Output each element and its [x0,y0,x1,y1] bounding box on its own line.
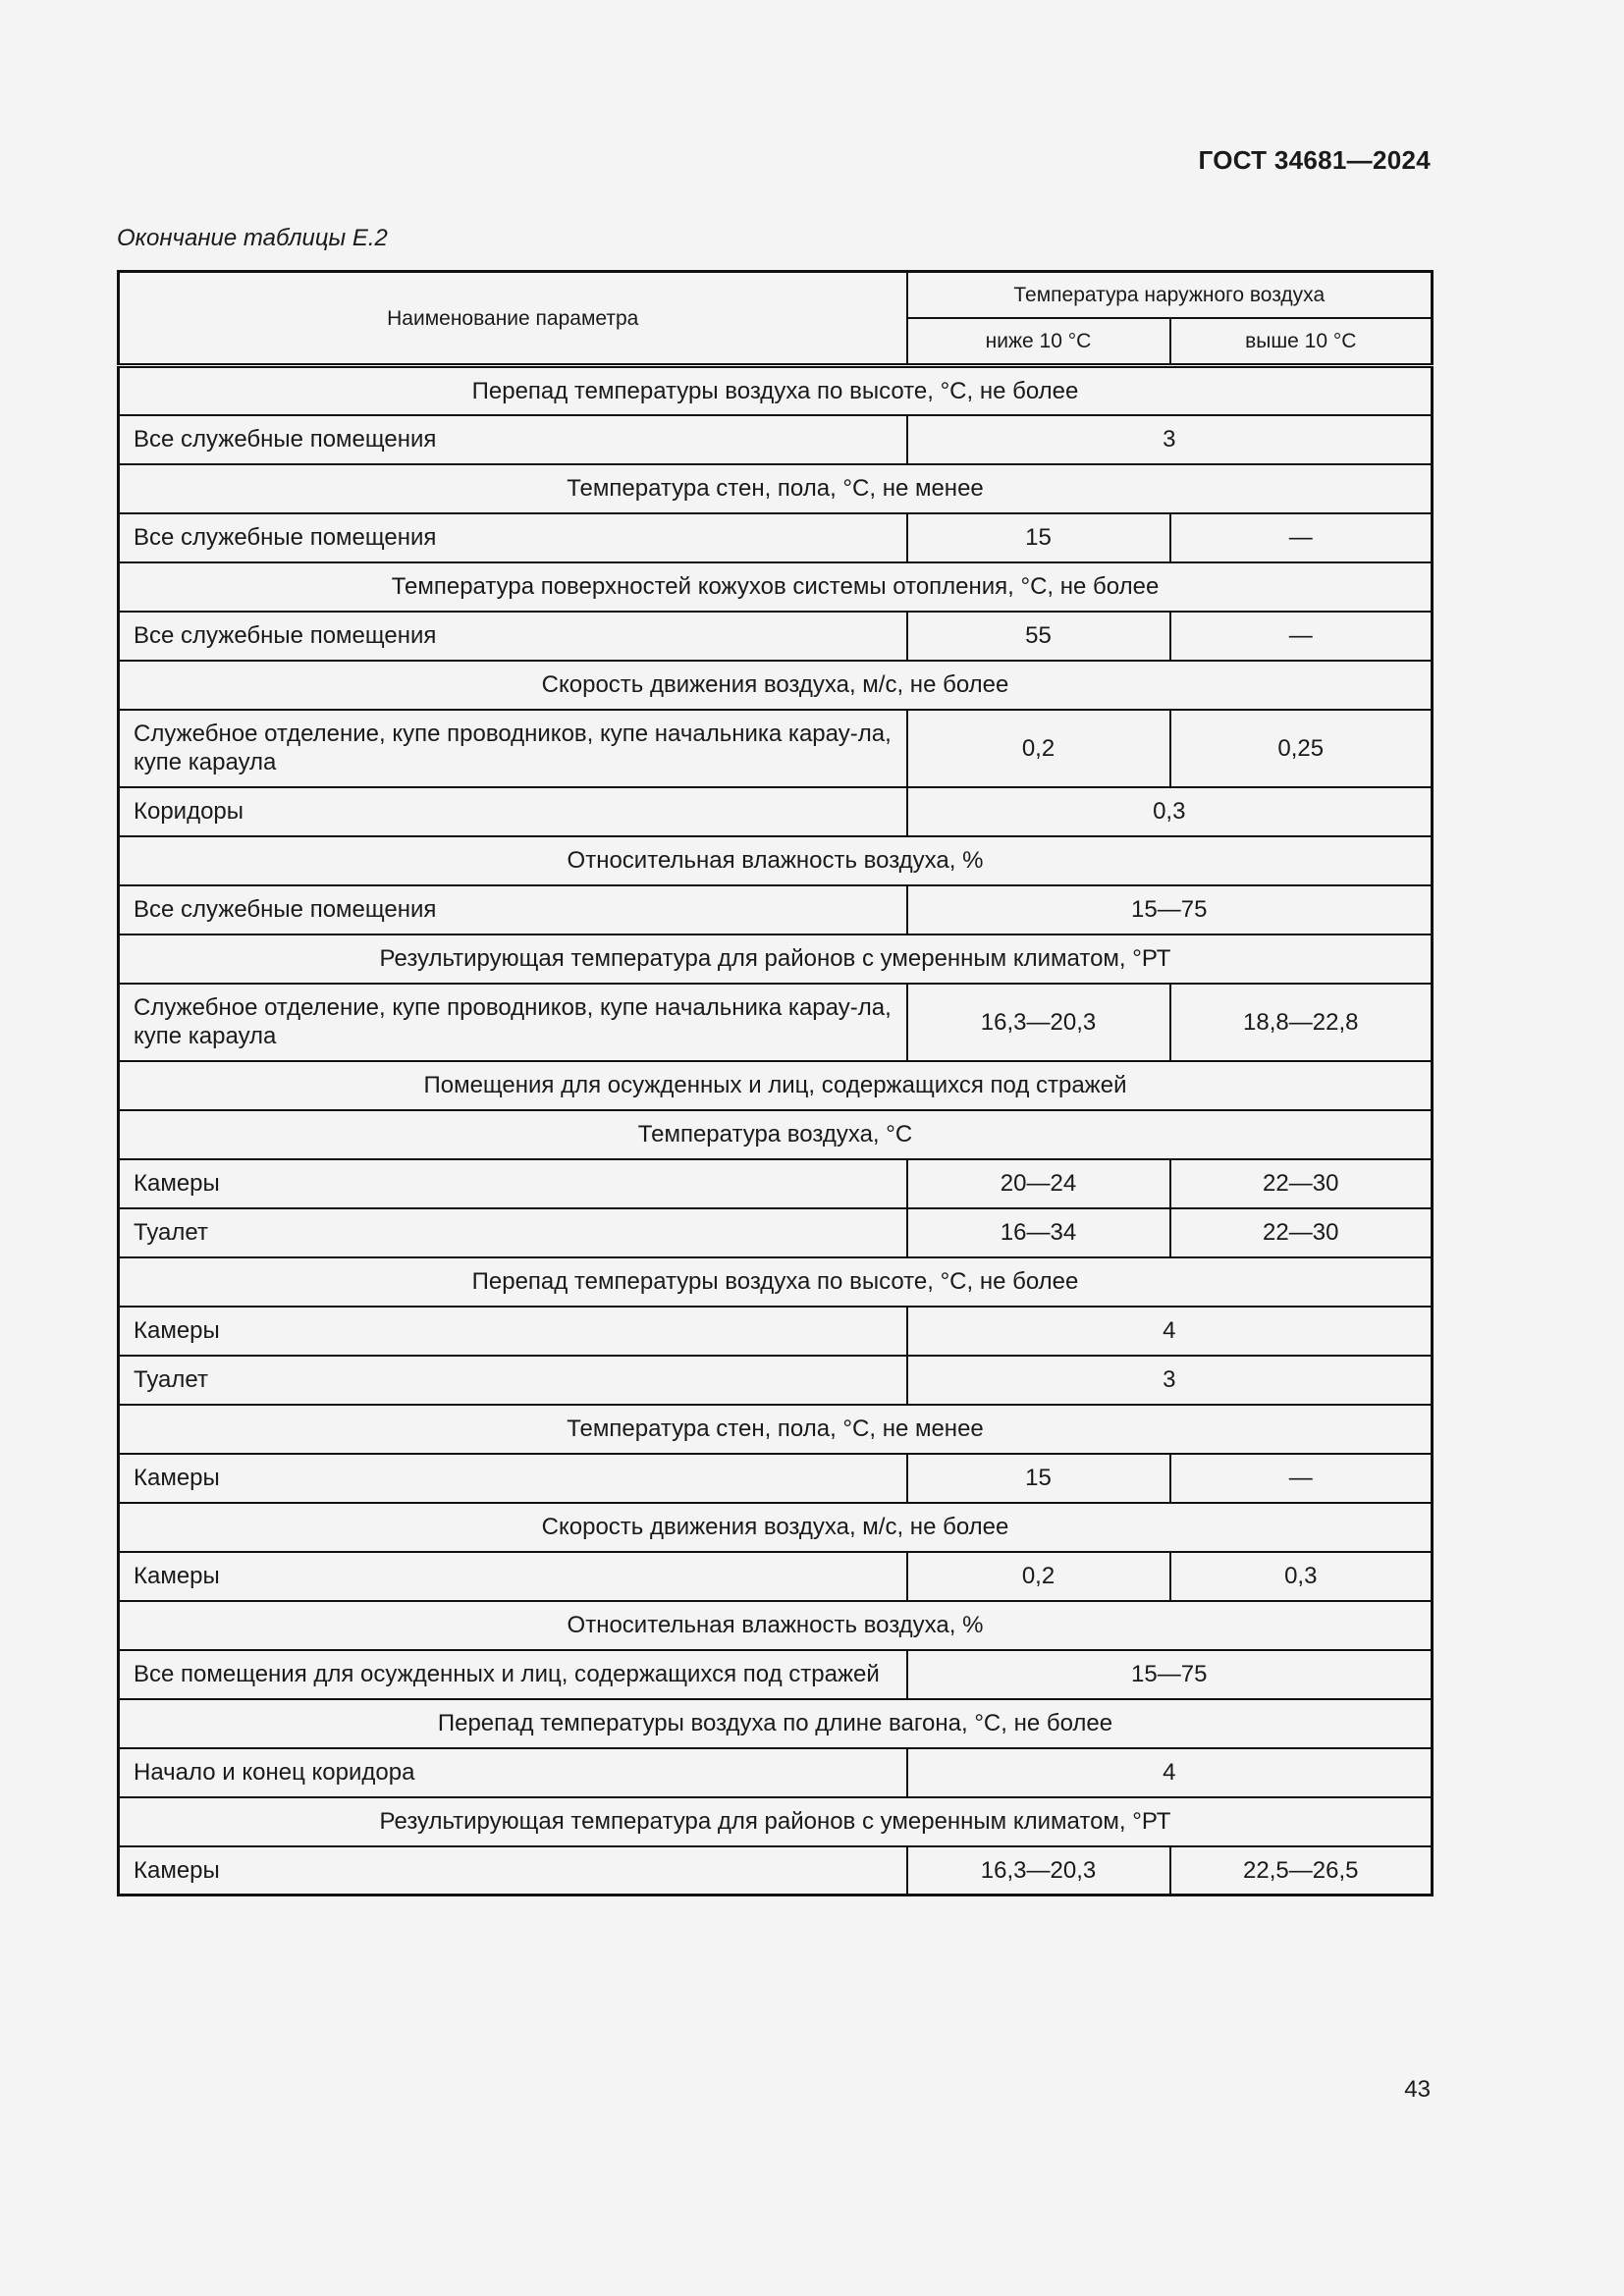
parameter-name: Камеры [119,1159,907,1208]
section-heading: Перепад температуры воздуха по высоте, °С, не более [119,1257,1433,1307]
table-row [119,513,1433,562]
parameter-name: Служебное отделение, купе проводников, купе начальника карау-ла, купе караула [119,710,907,787]
section-heading: Температура воздуха, °С [119,1110,1433,1159]
parameters-table [117,270,1434,1896]
value-below-10: 16,3—20,3 [907,984,1170,1061]
section-heading: Температура стен, пола, °С, не менее [119,464,1433,513]
table-row [119,1650,1433,1699]
section-heading: Относительная влажность воздуха, % [119,1601,1433,1650]
section-heading: Результирующая температура для районов с умеренным климатом, °РТ [119,934,1433,984]
section-row [119,1405,1433,1454]
section-row [119,934,1433,984]
value-below-10: 15 [907,513,1170,562]
value-below-10: 55 [907,612,1170,661]
parameter-name: Туалет [119,1208,907,1257]
value-below-10: 15 [907,1454,1170,1503]
value-all-temperatures: 0,3 [907,787,1433,836]
table-row [119,1454,1433,1503]
table-row [119,1748,1433,1797]
parameter-name: Все помещения для осужденных и лиц, содержащихся под стражей [119,1650,907,1699]
value-below-10: 0,2 [907,1552,1170,1601]
table-row [119,885,1433,934]
value-all-temperatures: 15—75 [907,885,1433,934]
parameter-name: Камеры [119,1307,907,1356]
table-row [119,1208,1433,1257]
table-row [119,984,1433,1061]
value-above-10: 0,3 [1170,1552,1433,1601]
page-number: 43 [1404,2076,1431,2103]
section-heading: Перепад температуры воздуха по высоте, °С, не более [119,366,1433,415]
table-body [119,366,1433,1896]
header-below-10: ниже 10 °С [907,318,1170,366]
section-heading: Результирующая температура для районов с умеренным климатом, °РТ [119,1797,1433,1846]
parameter-name: Камеры [119,1454,907,1503]
table-header [119,272,1433,366]
header-outdoor-temperature: Температура наружного воздуха [907,272,1433,319]
section-heading: Помещения для осужденных и лиц, содержащихся под стражей [119,1061,1433,1110]
value-above-10: 0,25 [1170,710,1433,787]
section-row [119,1110,1433,1159]
table-row [119,1356,1433,1405]
section-heading: Температура стен, пола, °С, не менее [119,1405,1433,1454]
section-heading: Скорость движения воздуха, м/с, не более [119,1503,1433,1552]
table-row [119,612,1433,661]
section-row [119,562,1433,612]
header-parameter-name: Наименование параметра [119,272,907,366]
section-heading: Скорость движения воздуха, м/с, не более [119,661,1433,710]
value-below-10: 16,3—20,3 [907,1846,1170,1896]
table-row [119,787,1433,836]
section-heading: Температура поверхностей кожухов системы отопления, °С, не более [119,562,1433,612]
value-above-10: 22—30 [1170,1159,1433,1208]
table-row [119,1307,1433,1356]
parameter-name: Камеры [119,1552,907,1601]
value-above-10: — [1170,612,1433,661]
section-row [119,464,1433,513]
section-row [119,1503,1433,1552]
section-row [119,661,1433,710]
parameter-name: Служебное отделение, купе проводников, купе начальника карау-ла, купе караула [119,984,907,1061]
table-row [119,1552,1433,1601]
section-row [119,366,1433,415]
value-all-temperatures: 4 [907,1748,1433,1797]
parameter-name: Начало и конец коридора [119,1748,907,1797]
parameter-name: Коридоры [119,787,907,836]
value-above-10: — [1170,513,1433,562]
value-above-10: — [1170,1454,1433,1503]
header-above-10: выше 10 °С [1170,318,1433,366]
section-row [119,1699,1433,1748]
table-row [119,1846,1433,1896]
value-all-temperatures: 15—75 [907,1650,1433,1699]
document-number: ГОСТ 34681—2024 [1198,145,1431,175]
table-row [119,1159,1433,1208]
value-below-10: 0,2 [907,710,1170,787]
parameter-name: Камеры [119,1846,907,1896]
section-row [119,1257,1433,1307]
parameter-name: Все служебные помещения [119,612,907,661]
parameter-name: Туалет [119,1356,907,1405]
section-row [119,1601,1433,1650]
parameter-name: Все служебные помещения [119,885,907,934]
section-heading: Относительная влажность воздуха, % [119,836,1433,885]
table-caption: Окончание таблицы Е.2 [117,225,388,251]
value-all-temperatures: 3 [907,415,1433,464]
value-all-temperatures: 3 [907,1356,1433,1405]
section-row [119,836,1433,885]
table-row [119,415,1433,464]
parameter-name: Все служебные помещения [119,513,907,562]
value-above-10: 22,5—26,5 [1170,1846,1433,1896]
value-above-10: 22—30 [1170,1208,1433,1257]
section-heading: Перепад температуры воздуха по длине вагона, °С, не более [119,1699,1433,1748]
section-row [119,1797,1433,1846]
parameter-name: Все служебные помещения [119,415,907,464]
value-all-temperatures: 4 [907,1307,1433,1356]
table-row [119,710,1433,787]
value-below-10: 20—24 [907,1159,1170,1208]
value-below-10: 16—34 [907,1208,1170,1257]
value-above-10: 18,8—22,8 [1170,984,1433,1061]
section-row [119,1061,1433,1110]
